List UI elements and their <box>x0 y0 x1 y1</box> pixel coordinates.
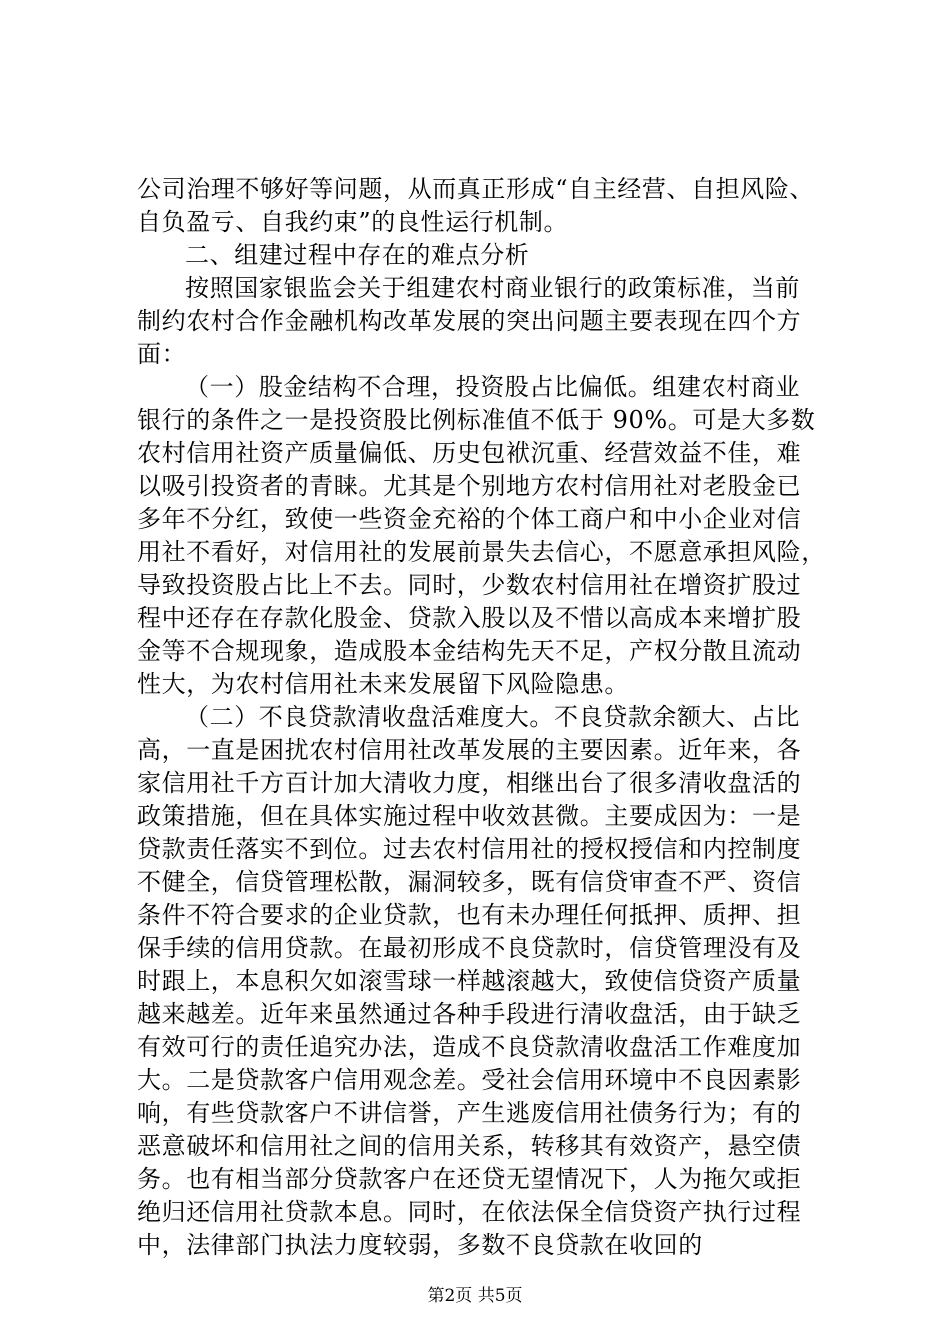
text-line: 用社不看好，对信用社的发展前景失去信心，不愿意承担风险， <box>137 538 826 566</box>
text-line: 时跟上，本息积欠如滚雪球一样越滚越大，致使信贷资产质量 <box>137 967 802 995</box>
text-line: 不健全，信贷管理松散，漏洞较多，既有信贷审查不严、资信 <box>137 868 802 896</box>
text-line: 导致投资股占比上不去。同时，少数农村信用社在增资扩股过 <box>137 571 802 599</box>
text-line: 中，法律部门执法力度较弱，多数不良贷款在收回的 <box>137 1231 703 1259</box>
text-line: 银行的条件之一是投资股比例标准值不低于 90%。可是大多数 <box>137 406 816 434</box>
text-line: 贷款责任落实不到位。过去农村信用社的授权授信和内控制度 <box>137 835 802 863</box>
text-line: 面： <box>137 340 187 368</box>
text-line: 有效可行的责任追究办法，造成不良贷款清收盘活工作难度加 <box>137 1033 802 1061</box>
text-line: （一）股金结构不合理，投资股占比偏低。组建农村商业 <box>185 373 800 401</box>
text-line: 绝归还信用社贷款本息。同时，在依法保全信贷资产执行过程 <box>137 1198 802 1226</box>
text-line: 公司治理不够好等问题，从而真正形成“自主经营、自担风险、 <box>137 175 815 203</box>
text-line: 按照国家银监会关于组建农村商业银行的政策标准，当前 <box>185 274 800 302</box>
text-line: 程中还存在存款化股金、贷款入股以及不惜以高成本来增扩股 <box>137 604 802 632</box>
section-heading: 二、组建过程中存在的难点分析 <box>185 241 530 269</box>
text-line: 条件不符合要求的企业贷款，也有未办理任何抵押、质押、担 <box>137 901 802 929</box>
text-line: 多年不分红，致使一些资金充裕的个体工商户和中小企业对信 <box>137 505 802 533</box>
text-line: 性大，为农村信用社未来发展留下风险隐患。 <box>137 670 629 698</box>
text-line: 大。二是贷款客户信用观念差。受社会信用环境中不良因素影 <box>137 1066 802 1094</box>
page-number: 第2页 共5页 <box>427 1286 523 1306</box>
text-line: 保手续的信用贷款。在最初形成不良贷款时，信贷管理没有及 <box>137 934 802 962</box>
text-line: 高，一直是困扰农村信用社改革发展的主要因素。近年来，各 <box>137 736 802 764</box>
text-line: 政策措施，但在具体实施过程中收效甚微。主要成因为：一是 <box>137 802 802 830</box>
text-line: （二）不良贷款清收盘活难度大。不良贷款余额大、占比 <box>185 703 800 731</box>
page-footer <box>0 1285 950 1307</box>
text-line: 以吸引投资者的青睐。尤其是个别地方农村信用社对老股金已 <box>137 472 802 500</box>
text-line: 越来越差。近年来虽然通过各种手段进行清收盘活，由于缺乏 <box>137 1000 802 1028</box>
text-line: 农村信用社资产质量偏低、历史包袱沉重、经营效益不佳，难 <box>137 439 802 467</box>
text-line: 响，有些贷款客户不讲信誉，产生逃废信用社债务行为；有的 <box>137 1099 802 1127</box>
text-line: 家信用社千方百计加大清收力度，相继出台了很多清收盘活的 <box>137 769 802 797</box>
text-line: 务。也有相当部分贷款客户在还贷无望情况下，人为拖欠或拒 <box>137 1165 802 1193</box>
text-line: 制约农村合作金融机构改革发展的突出问题主要表现在四个方 <box>137 307 802 335</box>
text-line: 金等不合规现象，造成股本金结构先天不足，产权分散且流动 <box>137 637 802 665</box>
text-line: 自负盈亏、自我约束”的良性运行机制。 <box>137 208 569 236</box>
text-line: 恶意破坏和信用社之间的信用关系，转移其有效资产，悬空债 <box>137 1132 802 1160</box>
